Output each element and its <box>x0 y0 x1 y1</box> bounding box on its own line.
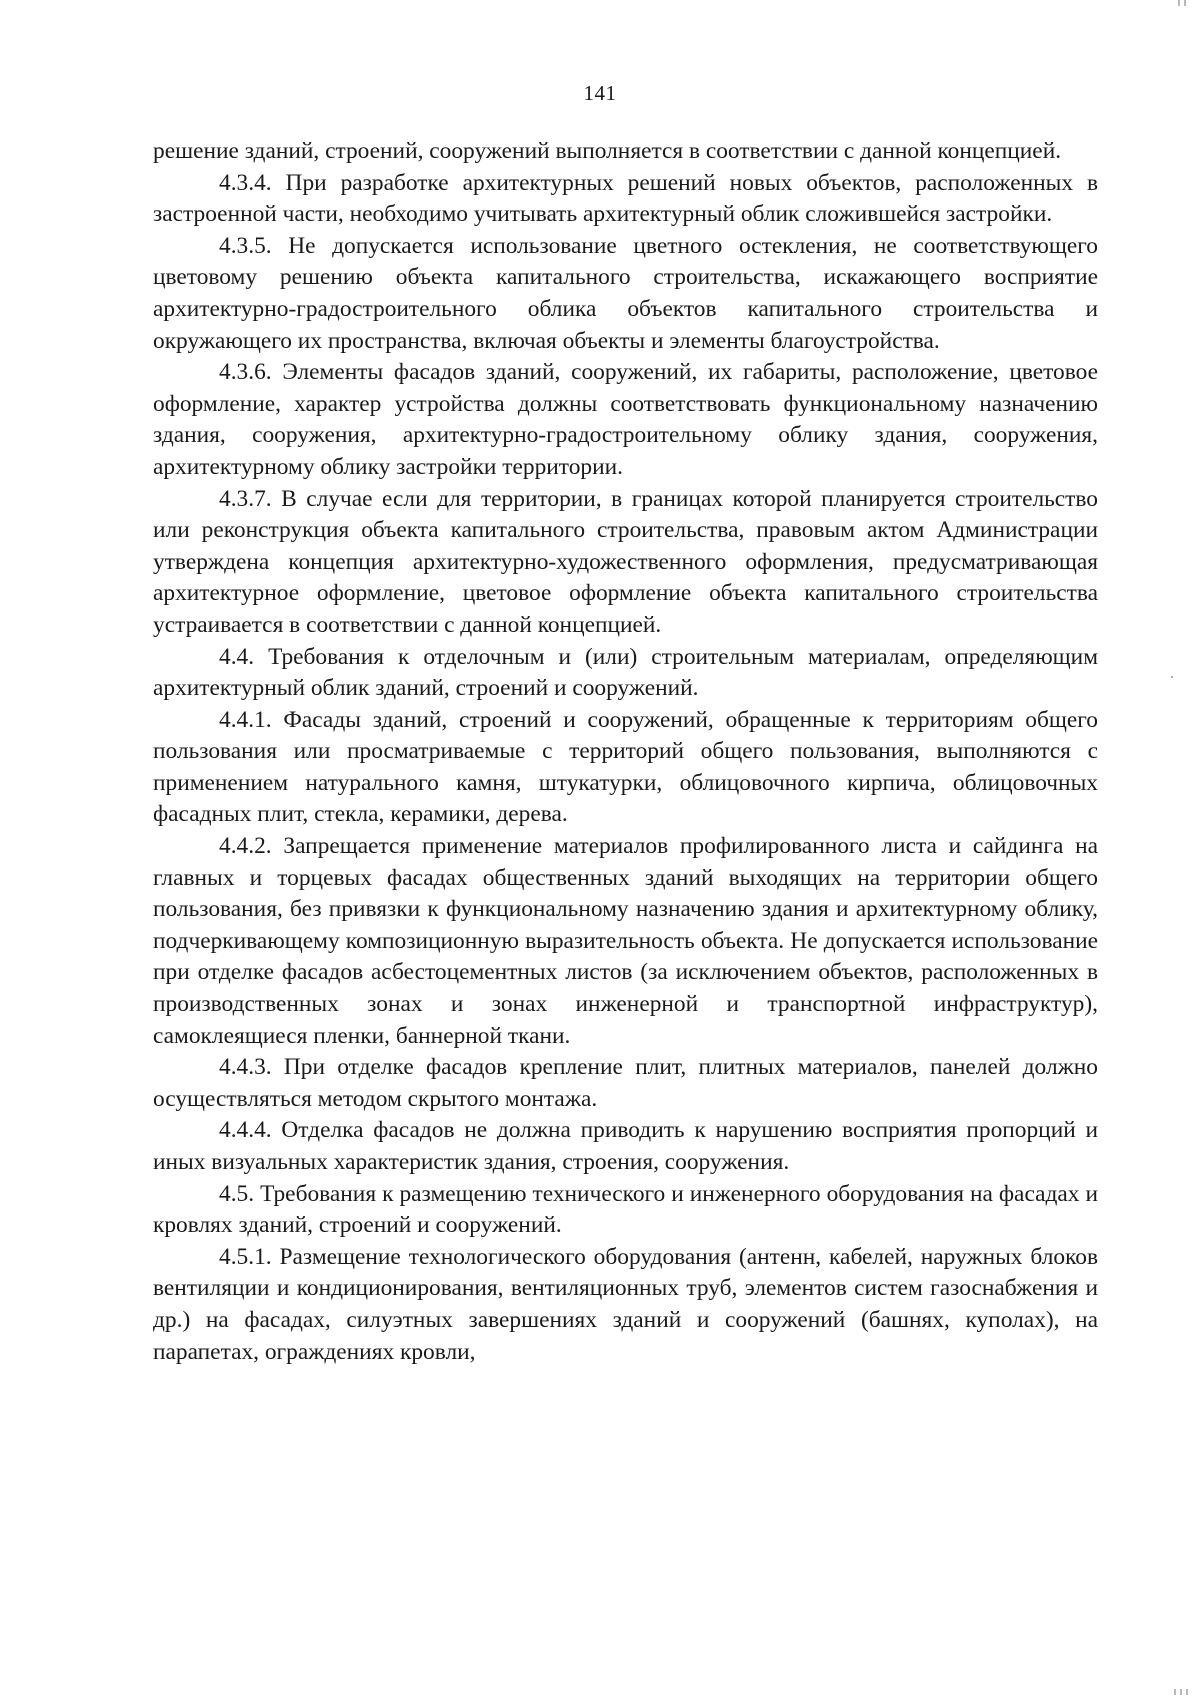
scan-artifact-mark <box>1174 1689 1176 1695</box>
paragraph-4-4-3: 4.4.3. При отделке фасадов крепление плит, плитных материалов, панелей должно осуществляться методом скрытого монтажа. <box>153 1054 1098 1112</box>
scan-artifact-mark <box>1184 0 1186 6</box>
paragraph-4-4-4: 4.4.4. Отделка фасадов не должна приводить к нарушению восприятия пропорций и иных визуальных характеристик здания, строения, сооружения. <box>153 1117 1098 1175</box>
paragraph-4-4: 4.4. Требования к отделочным и (или) строительным материалам, определяющим архитектурный облик зданий, строений и сооружений. <box>153 643 1098 702</box>
paragraph-4-3-7: 4.3.7. В случае если для территории, в границах которой планируется строительство или реконструкция объекта капитального строительства, правовым актом Администрации утверждена концепция архитектурно-художественного оформления, предусматривающая архитектурное оформление, цветовое оформление объекта капитального строительства устраивается в соответствии с данной концепцией. <box>153 485 1098 638</box>
document-body <box>153 136 1098 1368</box>
paragraph-4-4-1: 4.4.1. Фасады зданий, строений и сооружений, обращенные к территориям общего пользования или просматриваемые с территорий общего пользования, выполняются с применением натурального камня, штукатурки, облицовочного кирпича, облицовочных фасадных плит, стекла, керамики, дерева. <box>153 706 1098 828</box>
paragraph-4-5-1: 4.5.1. Размещение технологического оборудования (антенн, кабелей, наружных блоков вентиляции и кондиционирования, вентиляционных труб, элементов систем газоснабжения и др.) на фасадах, силуэтных завершениях зданий и сооружений (башнях, куполах), на парапетах, ограждениях кровли, <box>153 1243 1098 1365</box>
scan-artifact-mark <box>1180 1689 1182 1695</box>
paragraph-4-5: 4.5. Требования к размещению технического и инженерного оборудования на фасадах и кровлях зданий, строений и сооружений. <box>153 1180 1098 1239</box>
scan-artifact-mark <box>1178 0 1180 6</box>
paragraph-4-3-5: 4.3.5. Не допускается использование цветного остекления, не соответствующего цветовому решению объекта капитального строительства, искажающего восприятие архитектурно-градостроительного облика объектов капитального строительства и окружающего их пространства, включая объекты и элементы благоустройства. <box>153 232 1098 354</box>
scan-artifact-mark <box>1186 1689 1188 1695</box>
paragraph-4-3-6: 4.3.6. Элементы фасадов зданий, сооружений, их габариты, расположение, цветовое оформление, характер устройства должны соответствовать функциональному назначению здания, сооружения, архитектурно-градостроительному облику здания, сооружения, архитектурному облику застройки территории. <box>153 359 1098 480</box>
paragraph-4-3-4: 4.3.4. При разработке архитектурных решений новых объектов, расположенных в застроенной части, необходимо учитывать архитектурный облик сложившейся застройки. <box>153 169 1098 228</box>
paragraph-continuation: решение зданий, строений, сооружений выполняется в соответствии с данной концепцией. <box>153 138 1062 164</box>
scan-artifact-dot <box>1171 676 1173 678</box>
paragraph-4-4-2: 4.4.2. Запрещается применение материалов профилированного листа и сайдинга на главных и торцевых фасадах общественных зданий выходящих на территории общего пользования, без привязки к функциональному назначению здания и архитектурному облику, подчеркивающему композиционную выразительность объекта. Не допускается использование при отделке фасадов асбестоцементных листов (за исключением объектов, расположенных в производственных зонах и зонах инженерной и транспортной инфраструктур), самоклеящиеся пленки, баннерной ткани. <box>153 833 1098 1049</box>
page-number: 141 <box>583 81 617 105</box>
